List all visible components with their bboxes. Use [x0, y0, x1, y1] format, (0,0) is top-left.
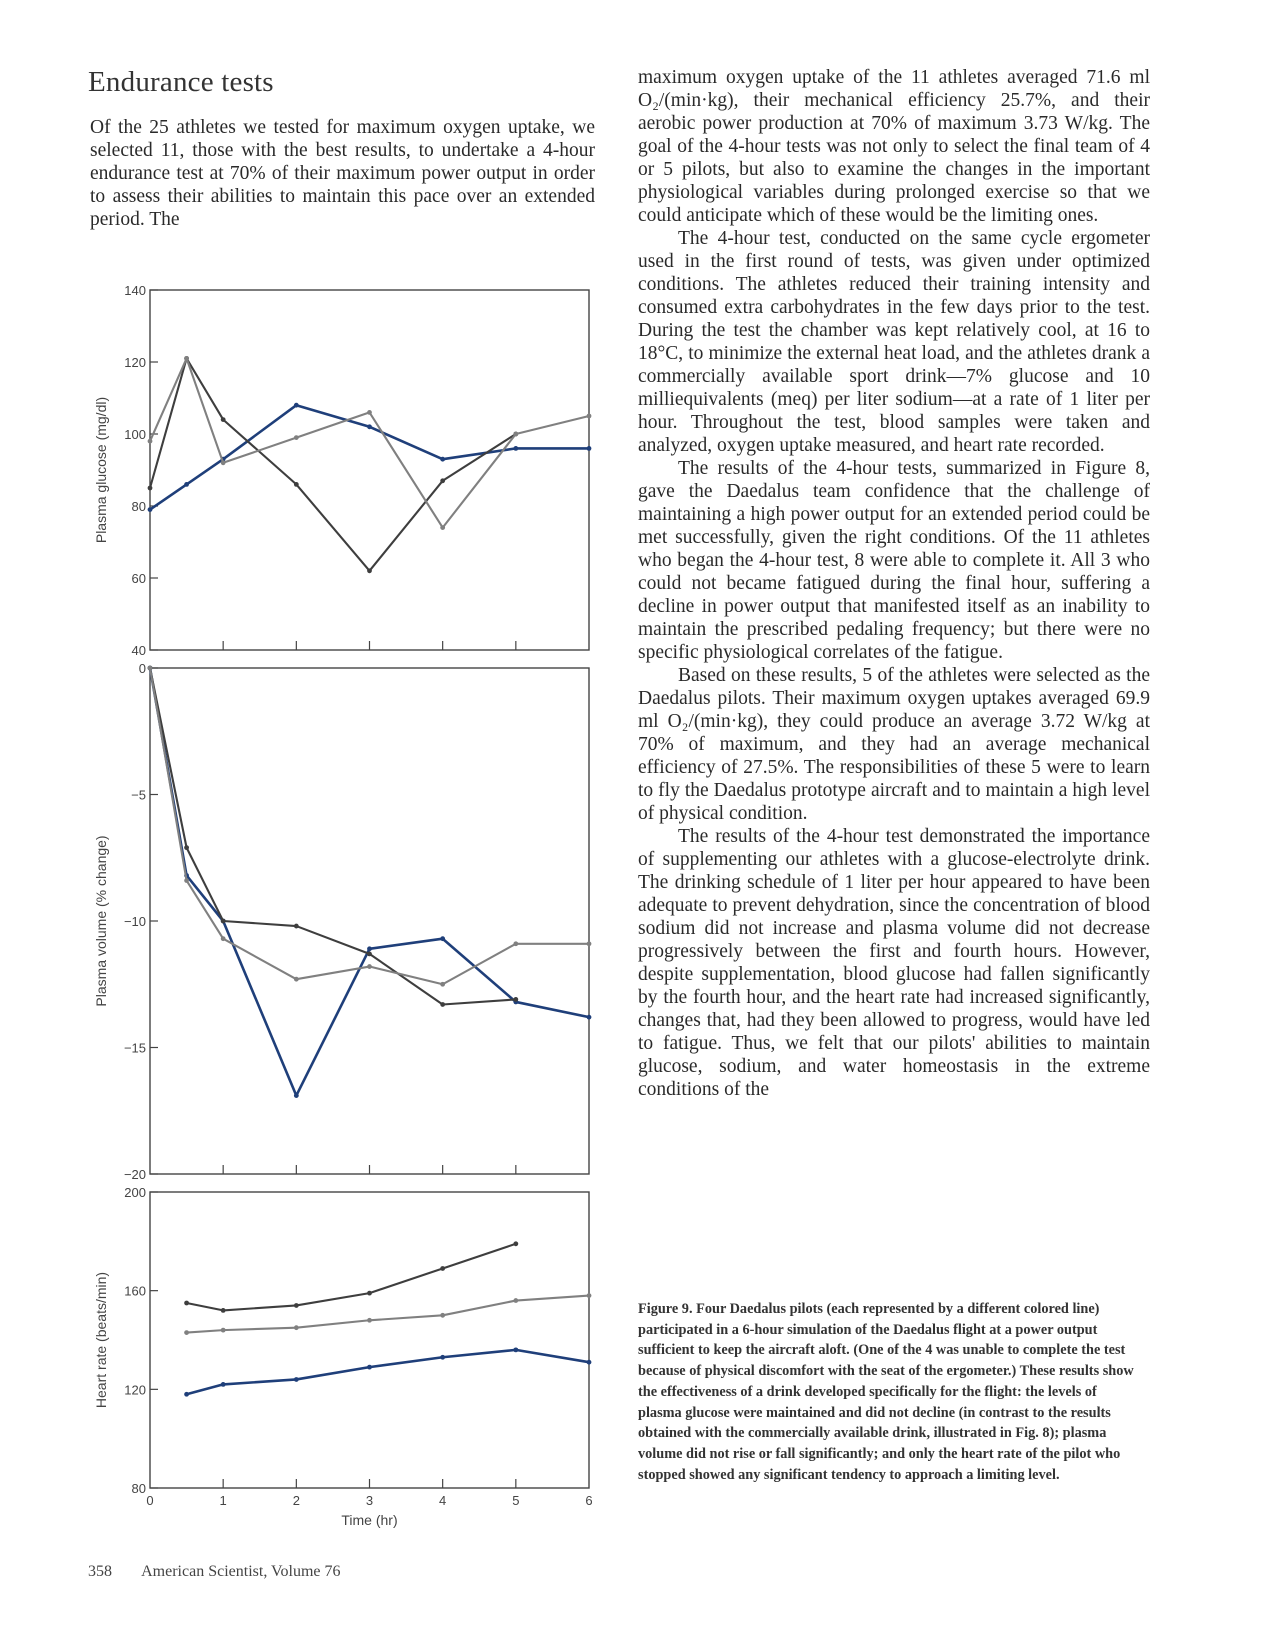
- data-point: [440, 936, 445, 941]
- data-point: [587, 1015, 592, 1020]
- data-point: [294, 1093, 299, 1098]
- y-tick-label: 60: [131, 571, 146, 586]
- data-point: [513, 1347, 518, 1352]
- y-axis-label: Plasma volume (% change): [93, 835, 109, 1007]
- data-point: [587, 1360, 592, 1365]
- data-point: [184, 1301, 189, 1306]
- y-tick-label: 160: [124, 1283, 146, 1299]
- y-tick-label: 200: [124, 1185, 146, 1200]
- y-tick-label: 80: [131, 1481, 146, 1496]
- data-point: [184, 1330, 189, 1335]
- y-tick-label: 140: [124, 283, 146, 298]
- data-point: [294, 924, 299, 929]
- data-point: [367, 424, 372, 429]
- data-point: [221, 919, 226, 924]
- y-tick-label: 80: [131, 499, 146, 514]
- paragraph: maximum oxygen uptake of the 11 athletes averaged 71.6 ml O₂/(min·kg), their mechanical efficiency 25.7%, and their aerobic power production at 70% of maximum 3.73 W/kg. The goal of the 4-hour tests was not only to select the final team of 4 or 5 pilots, but also to examine the changes in the important physiological variables during prolonged exercise so that we could anticipate which of these would be the limiting ones.: [638, 67, 1150, 226]
- data-point: [221, 1382, 226, 1387]
- data-point: [587, 446, 592, 451]
- data-point: [184, 1392, 189, 1397]
- y-tick-label: 100: [124, 427, 146, 442]
- data-point: [513, 941, 518, 946]
- plot-frame: [150, 1192, 589, 1488]
- data-point: [440, 1355, 445, 1360]
- data-point: [184, 845, 189, 850]
- data-point: [367, 946, 372, 951]
- data-point: [440, 478, 445, 483]
- data-point: [440, 457, 445, 462]
- figure-caption: Figure 9. Four Daedalus pilots (each represented by a different colored line) participated in a 6-hour simulation of the Daedalus flight at a power output sufficient to keep the aircraft aloft. (One of the 4 was unable to complete the test because of physical discomfort with the seat of the ergometer.) These results show the effectiveness of a drink developed specifically for the flight: the levels of plasma glucose were maintained and did not decline (in contrast to the results obtained with the commercially available drink, illustrated in Fig. 8); plasma volume did not rise or fall significantly; and only the heart rate of the pilot who stopped showed any significant tendency to approach a limiting level.: [638, 1301, 1134, 1483]
- figure-9-charts: [0, 0, 640, 1540]
- data-point: [367, 1365, 372, 1370]
- data-point: [440, 1002, 445, 1007]
- data-point: [367, 951, 372, 956]
- x-axis-label: Time (hr): [341, 1512, 398, 1528]
- plot-frame: [150, 290, 589, 650]
- y-tick-label: −10: [123, 914, 146, 929]
- data-point: [294, 977, 299, 982]
- data-point: [148, 486, 153, 491]
- data-point: [440, 525, 445, 530]
- data-point: [513, 1298, 518, 1303]
- left-column-text: Of the 25 athletes we tested for maximum oxygen uptake, we selected 11, those with the best results, to undertake a 4-hour endurance test at 70% of their maximum power output in order to assess their abilities to maintain this pace over an extended period. The: [90, 117, 595, 230]
- paragraph: The 4-hour test, conducted on the same cycle ergometer used in the first round of tests, was given under optimized conditions. The athletes reduced their training intensity and consumed extra carbohydrates in the few days prior to the test. During the test the chamber was kept relatively cool, at 16 to 18°C, to minimize the external heat load, and the athletes drank a commercially available sport drink—7% glucose and 10 milliequivalents (meq) per liter sodium—at a rate of 1 liter per hour. Throughout the test, blood samples were taken and analyzed, oxygen uptake measured, and heart rate recorded.: [638, 228, 1150, 456]
- data-point: [367, 964, 372, 969]
- data-point: [587, 1293, 592, 1298]
- data-point: [587, 414, 592, 419]
- data-point: [440, 1266, 445, 1271]
- data-point: [184, 482, 189, 487]
- data-point: [367, 568, 372, 573]
- data-point: [294, 1325, 299, 1330]
- x-tick-label: 2: [292, 1493, 300, 1508]
- data-point: [221, 1328, 226, 1333]
- data-point: [184, 878, 189, 883]
- y-tick-label: −20: [123, 1167, 146, 1182]
- series-line: [187, 1296, 589, 1333]
- data-point: [587, 941, 592, 946]
- data-point: [294, 403, 299, 408]
- series-line: [187, 1350, 589, 1394]
- data-point: [294, 435, 299, 440]
- y-axis-label: Plasma glucose (mg/dl): [93, 396, 109, 544]
- paragraph: The results of the 4-hour tests, summarized in Figure 8, gave the Daedalus team confidence that the challenge of maintaining a high power output for an extended period could be met successfully, given the right conditions. Of the 11 athletes who began the 4-hour test, 8 were able to complete it. All 3 who could not became fatigued during the final hour, suffering a decline in power output that manifested itself as an inability to maintain the prescribed pedaling frequency; but there were no specific physiological correlates of the fatigue.: [638, 458, 1150, 663]
- series-line: [150, 405, 589, 509]
- page-footer: [88, 1563, 341, 1581]
- plot-frame: [150, 668, 589, 1174]
- right-column: [638, 66, 1150, 1101]
- x-tick-label: 6: [585, 1493, 593, 1508]
- y-tick-label: 0: [138, 661, 146, 676]
- series-line: [150, 668, 589, 984]
- page-number: 358: [88, 1563, 112, 1580]
- data-point: [294, 1303, 299, 1308]
- data-point: [367, 1291, 372, 1296]
- section-heading: Endurance tests: [88, 66, 274, 98]
- y-tick-label: 120: [124, 355, 146, 370]
- series-line: [150, 668, 589, 1096]
- data-point: [221, 936, 226, 941]
- data-point: [440, 982, 445, 987]
- data-point: [513, 446, 518, 451]
- x-tick-label: 0: [146, 1493, 154, 1508]
- data-point: [513, 1241, 518, 1246]
- data-point: [294, 482, 299, 487]
- x-tick-label: 3: [365, 1493, 374, 1508]
- data-point: [367, 410, 372, 415]
- x-tick-label: 5: [512, 1493, 520, 1508]
- y-tick-label: −5: [131, 787, 146, 803]
- y-tick-label: 40: [131, 643, 146, 658]
- series-line: [150, 358, 516, 570]
- series-line: [150, 358, 589, 527]
- data-point: [294, 1377, 299, 1382]
- data-point: [367, 1318, 372, 1323]
- data-point: [148, 666, 153, 671]
- paragraph: Based on these results, 5 of the athletes were selected as the Daedalus pilots. Their maximum oxygen uptakes averaged 69.9 ml O₂/(min·kg), they could produce an average 3.72 W/kg at 70% of maximum, and they had an average mechanical efficiency of 27.5%. The responsibilities of these 5 were to learn to fly the Daedalus prototype aircraft and to maintain a high level of physical condition.: [638, 665, 1150, 824]
- data-point: [184, 356, 189, 361]
- data-point: [221, 1308, 226, 1313]
- y-tick-label: −15: [123, 1040, 146, 1056]
- data-point: [513, 432, 518, 437]
- data-point: [148, 507, 153, 512]
- x-tick-label: 1: [219, 1493, 227, 1508]
- series-line: [187, 1244, 516, 1311]
- data-point: [440, 1313, 445, 1318]
- data-point: [221, 417, 226, 422]
- data-point: [221, 460, 226, 465]
- y-axis-label: Heart rate (beats/min): [93, 1271, 109, 1409]
- journal-name: American Scientist, Volume 76: [141, 1563, 341, 1580]
- x-tick-label: 4: [439, 1493, 447, 1508]
- data-point: [513, 997, 518, 1002]
- y-tick-label: 120: [124, 1382, 146, 1398]
- data-point: [148, 439, 153, 444]
- paragraph: The results of the 4-hour test demonstrated the importance of supplementing our athletes with a glucose-electrolyte drink. The drinking schedule of 1 liter per hour appeared to have been adequate to prevent dehydration, since the concentration of blood sodium did not increase and plasma volume did not decrease progressively between the first and fourth hours. However, despite supplementation, blood glucose had fallen significantly by the fourth hour, and the heart rate had increased significantly, changes that, had they been allowed to progress, would have led to fatigue. Thus, we felt that our pilots' abilities to maintain glucose, sodium, and water homeostasis in the extreme conditions of the: [638, 826, 1150, 1100]
